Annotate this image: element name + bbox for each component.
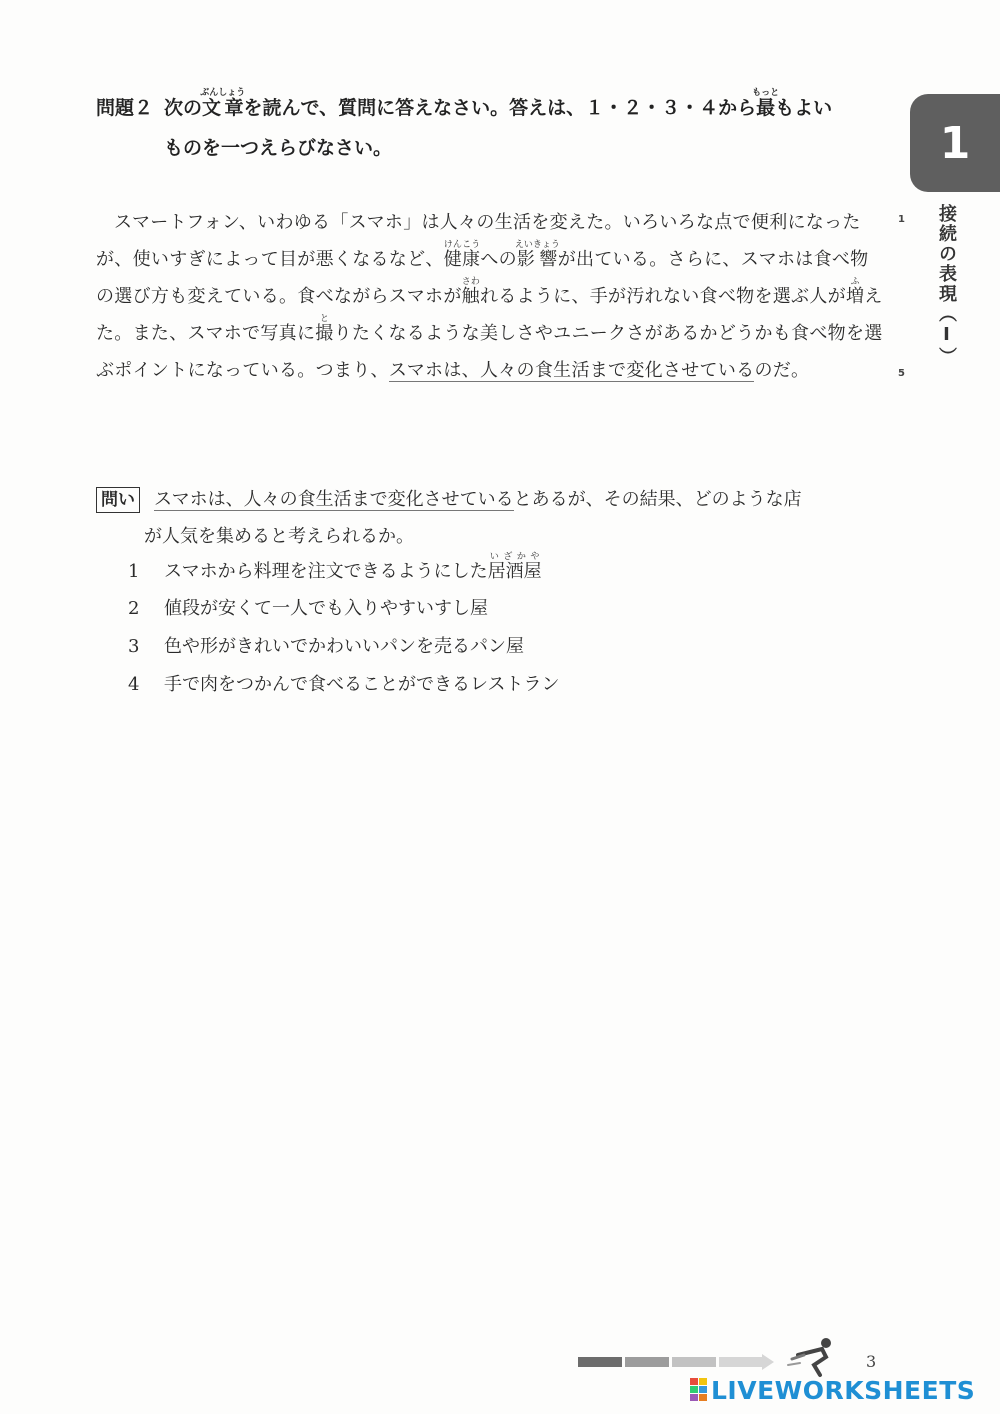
liveworksheets-logo-icon [690,1378,707,1402]
reading-passage: スマートフォン、いわゆる「スマホ」は人々の生活を変えた。いろいろな点で便利になったが、使いすぎによって目が悪くなるなど、健康けんこうへの影響えいきょうが出ている。さらに、スマホは食べ物の選び方も変えている。食べながらスマホが触さわれるように、手が汚れない食べ物を選ぶ人が増ふえた。また、スマホで写真に撮とりたくなるような美しさやユニークさがあるかどうかも食べ物を選ぶポイントになっている。つまり、スマホは、人々の食生活まで変化させているのだ。 [96,212,883,381]
underlined-phrase: スマホは、人々の食生活まで変化させている [388,360,755,381]
line-number: 5 [898,368,905,379]
arrow-icon [762,1348,782,1376]
instruction-text-line2: ものを一つえらびなさい。 [164,137,393,159]
instruction-text: もよい [775,97,833,119]
problem-label: 問題２ [96,97,154,119]
ruby-kenko: 健康けんこう [443,240,481,270]
progress-segment [719,1357,763,1367]
ruby-bunsho: 文章ぶんしょう [200,88,246,119]
option-number: 4 [128,674,140,695]
liveworksheets-logo [690,1376,975,1405]
logo-text: LIVEWORKSHEETS [711,1376,976,1405]
ruby-eikyo: 影響えいきょう [514,240,560,270]
question [96,481,896,555]
ruby-izakaya: 居酒屋いざかや [487,552,542,582]
option-number: 1 [128,561,140,582]
page-number: 3 [866,1352,877,1371]
ruby-to: 撮と [315,314,334,344]
problem-instruction [96,88,896,168]
question-text-line2: が人気を集めると考えられるか。 [144,526,414,547]
answer-options [128,552,848,704]
answer-option[interactable] [128,590,848,628]
option-text: 値段が安くて一人でも入りやすいすし屋 [164,598,488,619]
question-text: とあるが、その結果、どのような店 [513,489,802,510]
progress-segment [672,1357,716,1367]
answer-option[interactable] [128,666,848,704]
instruction-text: を読んで、質問に答えなさい。答えは、１・２・３・４から [243,97,757,119]
answer-option[interactable] [128,628,848,666]
answer-option[interactable]: 1 スマホから料理を注文できるようにした居酒屋いざかや [128,552,848,590]
ruby-motto: 最もっと [752,88,780,119]
option-text: 色や形がきれいでかわいいパンを売るパン屋 [164,636,524,657]
chapter-title: 接続の表現（Ⅰ） [936,204,957,367]
option-number: 2 [128,598,140,619]
progress-segment [578,1357,622,1367]
ruby-sawa: 触さわ [461,277,480,307]
question-underlined-phrase: スマホは、人々の食生活まで変化させている [154,489,514,510]
option-text: 手で肉をつかんで食べることができるレストラン [164,674,560,695]
instruction-text: 次の [164,97,203,119]
ruby-fu: 増ふ [845,277,865,307]
option-number: 3 [128,636,140,657]
chapter-tab: 1 [910,94,1000,192]
line-number: 1 [898,214,905,225]
runner-icon [786,1335,838,1379]
progress-segment [625,1357,669,1367]
question-label-box: 問い [96,487,140,513]
